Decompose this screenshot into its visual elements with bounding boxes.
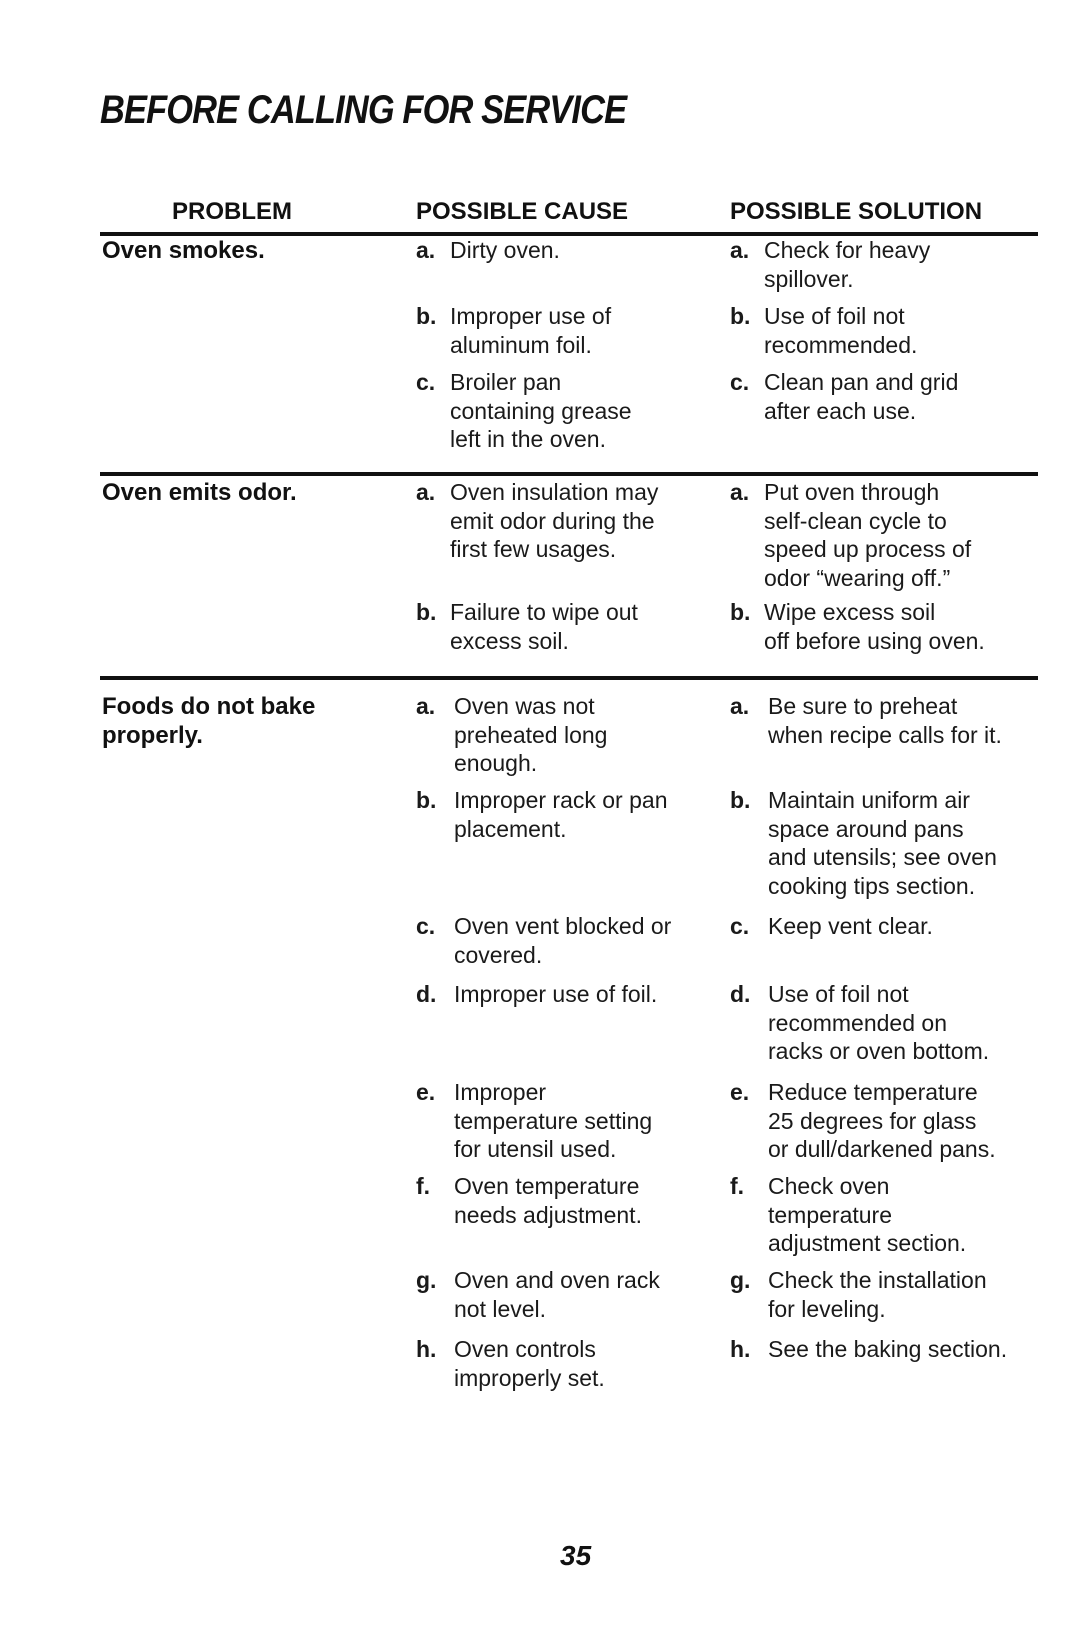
solution-item — [730, 1172, 1050, 1258]
item-letter: c. — [416, 913, 436, 939]
item-letter: b. — [416, 599, 437, 625]
item-text: Improper use of aluminum foil. — [450, 303, 612, 358]
item-text: Oven vent blocked or covered. — [454, 913, 672, 968]
cause-item — [416, 980, 696, 1009]
solution-item — [730, 692, 1050, 749]
item-letter: g. — [416, 1267, 437, 1293]
solution-item — [730, 1335, 1050, 1364]
item-letter: f. — [416, 1173, 431, 1199]
item-text: Keep vent clear. — [768, 913, 933, 939]
item-text: Use of foil not recommended on racks or oven bottom. — [768, 981, 990, 1064]
solution-item — [730, 786, 1050, 900]
page-number: 35 — [560, 1540, 592, 1571]
cause-item — [416, 1266, 696, 1323]
section-rule — [100, 472, 1038, 476]
cause-item — [416, 236, 696, 265]
item-text: Oven was not preheated long enough. — [454, 693, 608, 776]
item-letter: d. — [730, 981, 751, 1007]
cause-item — [416, 478, 696, 564]
solution-item — [730, 980, 1050, 1066]
item-letter: b. — [730, 303, 751, 329]
item-text: Improper use of foil. — [454, 981, 658, 1007]
cause-item — [416, 1078, 696, 1164]
item-text: Maintain uniform air space around pans and utensils; see oven cooking tips section. — [768, 787, 997, 899]
cause-item — [416, 598, 696, 655]
item-text: Check the installation for leveling. — [768, 1267, 987, 1322]
cause-item — [416, 368, 696, 454]
item-text: Be sure to preheat when recipe calls for it. — [768, 693, 1002, 748]
item-letter: a. — [730, 479, 750, 505]
item-text: Oven temperature needs adjustment. — [454, 1173, 642, 1228]
column-header-problem: PROBLEM — [172, 198, 292, 225]
item-text: Put oven through self-clean cycle to speed up process of odor “wearing off.” — [764, 479, 972, 591]
section-rule — [100, 676, 1038, 680]
item-text: Failure to wipe out excess soil. — [450, 599, 638, 654]
item-text: Improper temperature setting for utensil used. — [454, 1079, 653, 1162]
column-header-solution: POSSIBLE SOLUTION — [730, 198, 983, 225]
item-letter: b. — [416, 787, 437, 813]
solution-item — [730, 236, 1050, 293]
item-letter: e. — [416, 1079, 436, 1105]
item-letter: h. — [416, 1336, 437, 1362]
problem-label: Oven emits odor. — [102, 479, 297, 506]
cause-item — [416, 302, 696, 359]
problem-label: Foods do not bake properly. — [102, 693, 316, 749]
solution-item — [730, 1266, 1050, 1323]
item-letter: f. — [730, 1173, 745, 1199]
cause-item — [416, 786, 696, 843]
item-text: Broiler pan containing grease left in the oven. — [450, 369, 632, 452]
item-text: See the baking section. — [768, 1336, 1008, 1362]
cause-item — [416, 912, 696, 969]
solution-item — [730, 598, 1050, 655]
item-text: Oven and oven rack not level. — [454, 1267, 660, 1322]
item-letter: b. — [730, 599, 751, 625]
item-text: Improper rack or pan placement. — [454, 787, 668, 842]
item-text: Oven insulation may emit odor during the first few usages. — [450, 479, 659, 562]
item-letter: e. — [730, 1079, 750, 1105]
item-letter: c. — [416, 369, 436, 395]
item-letter: b. — [416, 303, 437, 329]
cause-item — [416, 692, 696, 778]
item-letter: d. — [416, 981, 437, 1007]
item-text: Check for heavy spillover. — [764, 237, 931, 292]
item-letter: g. — [730, 1267, 751, 1293]
item-text: Use of foil not recommended. — [764, 303, 918, 358]
item-letter: c. — [730, 913, 750, 939]
solution-item — [730, 912, 1050, 941]
item-letter: a. — [730, 693, 750, 719]
column-header-cause: POSSIBLE CAUSE — [416, 198, 629, 225]
item-letter: a. — [416, 237, 436, 263]
item-text: Reduce temperature 25 degrees for glass or dull/darkened pans. — [768, 1079, 996, 1162]
cause-item — [416, 1172, 696, 1229]
page-title: BEFORE CALLING FOR SERVICE — [100, 88, 627, 132]
item-letter: b. — [730, 787, 751, 813]
item-letter: c. — [730, 369, 750, 395]
item-letter: h. — [730, 1336, 751, 1362]
item-text: Oven controls improperly set. — [454, 1336, 605, 1391]
solution-item — [730, 368, 1050, 425]
problem-label: Oven smokes. — [102, 237, 265, 264]
solution-item — [730, 302, 1050, 359]
solution-item — [730, 1078, 1050, 1164]
item-text: Check oven temperature adjustment section. — [768, 1173, 967, 1256]
item-letter: a. — [730, 237, 750, 263]
item-text: Wipe excess soil off before using oven. — [764, 599, 985, 654]
item-text: Dirty oven. — [450, 237, 560, 263]
item-letter: a. — [416, 479, 436, 505]
item-letter: a. — [416, 693, 436, 719]
solution-item — [730, 478, 1050, 592]
item-text: Clean pan and grid after each use. — [764, 369, 959, 424]
cause-item — [416, 1335, 696, 1392]
